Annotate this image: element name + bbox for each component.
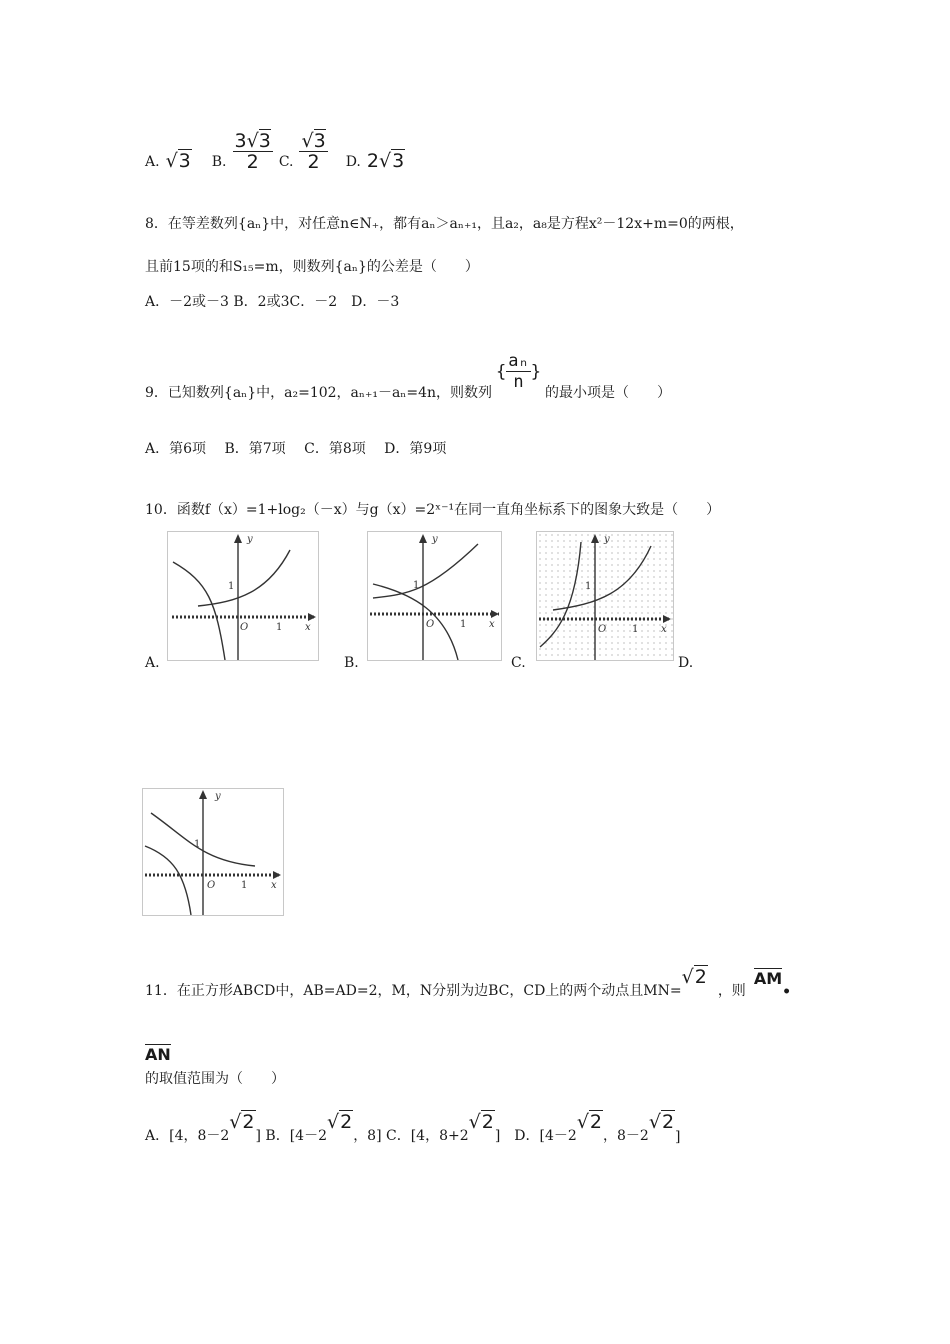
q11-option-d-mid: ，8－2 [603,1128,649,1144]
q9-options: A．第6项 B．第7项 C．第8项 D．第9项 [145,441,447,457]
q11-stem-sqrt: √2 [681,966,707,988]
q10-stem: 10．函数f（x）=1+log₂（－x）与g（x）=2ˣ⁻¹在同一直角坐标系下的图象大致是（ ） [145,502,721,518]
q11-vector-am: AM [753,969,783,988]
q10-graph-d-tick-x: 1 [241,880,248,891]
q8-options: A．－2或－3 B．2或3C．－2 D．－3 [145,294,400,310]
q10-graph-c-tick-y: 1 [585,581,592,592]
q7-option-d-value: 2√3 [366,150,405,172]
q10-graph-c-ylabel: y [604,534,610,545]
q10-graph-b-tick-x: 1 [460,619,467,630]
q7-option-a-label: A. [145,154,160,170]
q10-graph-d-ylabel: y [215,791,221,802]
q7-options [145,128,405,174]
q10-graph-b [367,531,502,661]
q9-stem-after: 的最小项是（ ） [544,385,671,401]
q10-graph-a-xlabel: x [305,622,311,633]
q10-graph-b-xlabel: x [489,619,495,630]
q11-dot: • [782,984,792,1000]
q10-graph-c [536,531,674,661]
q11-option-c: ，8] C．[4，8+2 [353,1128,469,1144]
q7-option-c-value: $\frac{√3}{2}$ [301,130,326,173]
q10-label-c: C. [511,655,526,671]
q10-label-b: B. [344,655,359,671]
q11-stem-before: 11．在正方形ABCD中，AB=AD=2，M，N分别为边BC，CD上的两个动点且MN= [145,983,682,999]
q8-stem-line1: 8．在等差数列{aₙ}中，对任意n∈N₊，都有aₙ＞aₙ₊₁，且a₂，a₈是方程x²－12x+m=0的两根， [145,216,744,232]
q10-graph-b-origin: O [426,619,435,630]
q10-graph-a-tick-x: 1 [276,622,283,633]
q11-option-d-sqrt2: √2 [648,1111,675,1133]
q7-option-a-value: √3 [165,150,191,172]
q10-graph-d-origin: O [207,880,216,891]
q7-option-b-value: $\frac{3√3}{2}$ [234,130,271,173]
q11-options [145,1103,681,1147]
q11-vector-an: AN [145,1045,171,1064]
q8-stem-line2: 且前15项的和S₁₅=m，则数列{aₙ}的公差是（ ） [145,259,479,275]
q10-label-d: D. [678,655,694,671]
q10-label-a: A. [145,655,160,671]
q10-graph-d-tick-y: 1 [194,839,201,850]
q10-graph-d-xlabel: x [271,880,277,891]
q7-option-c-label: C. [278,154,294,170]
q7-option-d-label: D. [345,154,361,170]
q11-option-a-sqrt: √2 [229,1111,255,1133]
q11-option-a: A．[4，8－2 [145,1128,230,1144]
q11-option-d-sqrt1: √2 [576,1111,603,1133]
q11-stem [145,962,791,1002]
q9-stem [145,348,671,404]
q11-option-b-sqrt: √2 [326,1111,353,1133]
q7-option-b-label: B. [211,154,227,170]
q11-option-d: ] D．[4－2 [494,1128,577,1144]
q10-graph-c-tick-x: 1 [632,624,639,635]
q11-option-c-sqrt: √2 [468,1111,494,1133]
q9-fraction: { $\frac{\text{aₙ}}{n}$ } [496,351,541,392]
q10-graph-a-origin: O [240,622,249,633]
q10-graph-a-tick-y: 1 [228,581,235,592]
q10-graph-b-ylabel: y [432,534,438,545]
q10-graph-c-xlabel: x [661,624,667,635]
q10-graph-c-origin: O [598,624,607,635]
q11-option-b: ] B．[4－2 [255,1128,327,1144]
q9-stem-before: 9．已知数列{aₙ}中，a₂=102，aₙ₊₁－aₙ=4n，则数列 [145,385,492,401]
q10-graph-a-ylabel: y [247,534,253,545]
q10-graph-d [142,788,284,916]
q10-graph-a [167,531,319,661]
q11-stem-after: 的取值范围为（ ） [145,1071,285,1087]
q11-option-d-end: ] [675,1129,681,1145]
q11-stem-mid: ，则 [717,983,746,999]
q10-graph-b-tick-y: 1 [413,580,420,591]
